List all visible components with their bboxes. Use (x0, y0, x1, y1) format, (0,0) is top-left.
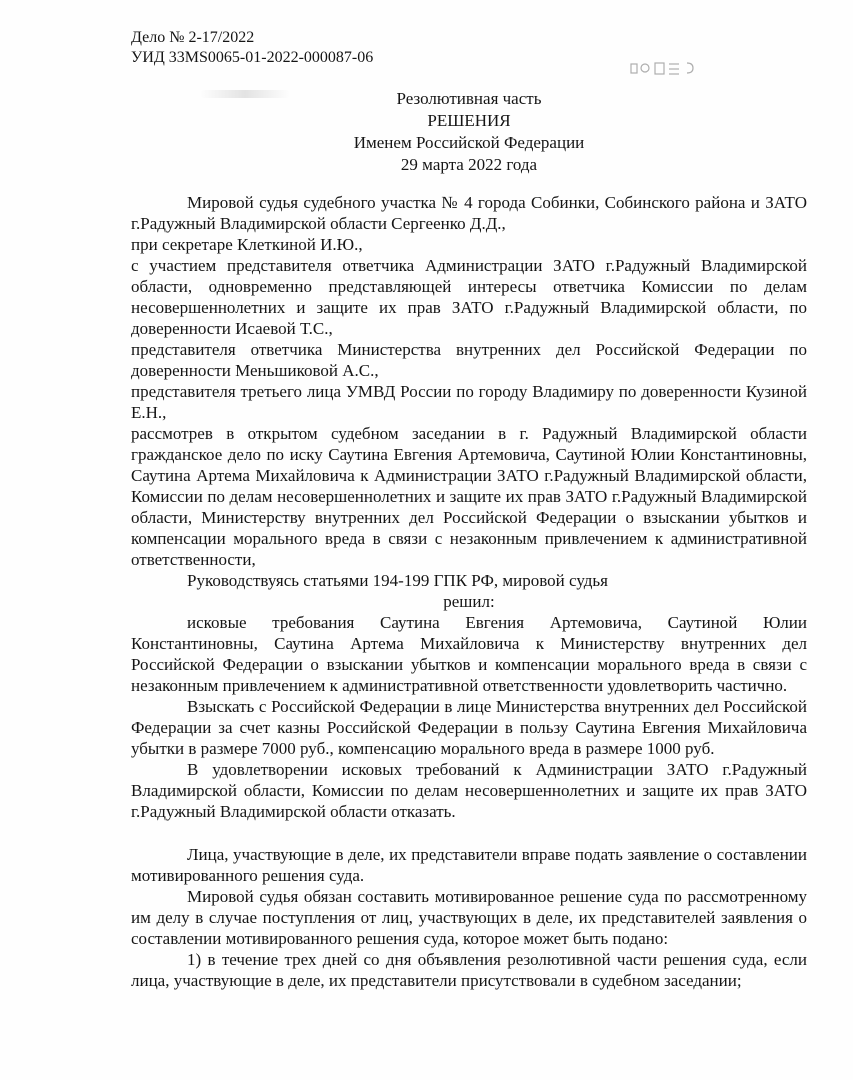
stamp-icon (629, 60, 699, 76)
paragraph-gap (131, 822, 807, 844)
header-title: РЕШЕНИЯ (427, 111, 511, 130)
header-date: 29 марта 2022 года (400, 155, 538, 174)
header-name: Именем Российской Федерации (353, 133, 585, 152)
paragraph-decided: решил: (443, 592, 495, 611)
paragraph-participant-admin: с участием представителя ответчика Администрации ЗАТО г.Радужный Владимирской области, одновременно представляющей интересы ответчика Комиссии по делам несовершеннолетних и защите их прав ЗАТО г.Радужный Владимирской области, по доверенности Исаевой Т.С., (131, 256, 807, 338)
case-uid: УИД 33MS0065-01-2022-000087-06 (131, 49, 374, 66)
paragraph-secretary: при секретаре Клеткиной И.Ю., (131, 235, 363, 254)
paragraph-claims: исковые требования Саутина Евгения Артемовича, Саутиной Юлии Константиновны, Саутина Артема Михайловича к Министерству внутренних дел Российской Федерации о взыскании убытков и компенсации морального вреда в связи с незаконным привлечением к административной ответственности удовлетворить частично. (131, 613, 807, 695)
paragraph-guided: Руководствуясь статьями 194-199 ГПК РФ, мировой судья (187, 571, 608, 590)
paragraph-participant-mvd: представителя ответчика Министерства внутренних дел Российской Федерации по доверенности Меньшиковой А.С., (131, 340, 807, 380)
header-part: Резолютивная часть (396, 89, 542, 108)
case-number: Дело № 2-17/2022 (131, 29, 255, 46)
paragraph-recover: Взыскать с Российской Федерации в лице Министерства внутренних дел Российской Федерации за счет казны Российской Федерации в пользу Саутина Евгения Михайловича убытки в размере 7000 руб., компенсацию морального вреда в размере 1000 руб. (131, 697, 807, 758)
stamp-mark (629, 60, 699, 80)
paragraph-refuse: В удовлетворении исковых требований к Администрации ЗАТО г.Радужный Владимирской области, Комиссии по делам несовершеннолетних и защите их прав ЗАТО г.Радужный Владимирской области отказать. (131, 760, 807, 821)
paragraph-case-description: рассмотрев в открытом судебном заседании в г. Радужный Владимирской области гражданское дело по иску Саутина Евгения Артемовича, Саутиной Юлии Константиновны, Саутина Артема Михайловича к Администрации ЗАТО г.Радужный Владимирской области, Комиссии по делам несовершеннолетних и защите их прав ЗАТО г.Радужный Владимирской области, Министерству внутренних дел Российской Федерации о взыскании убытков и компенсации морального вреда в связи с незаконным привлечением к административной ответственности, (131, 424, 807, 569)
paragraph-judge: Мировой судья судебного участка № 4 города Собинки, Собинского района и ЗАТО г.Радужный Владимирской области Сергеенко Д.Д., (131, 193, 807, 233)
paragraph-third-party: представителя третьего лица УМВД России по городу Владимиру по доверенности Кузиной Е.Н., (131, 382, 807, 422)
document-header (131, 88, 807, 176)
case-info (131, 28, 373, 68)
paragraph-obligation: Мировой судья обязан составить мотивированное решение суда по рассмотренному им делу в случае поступления от лиц, участвующих в деле, их представителей заявления о составлении мотивированного решения суда, которое может быть подано: (131, 887, 807, 948)
paragraph-term-1: 1) в течение трех дней со дня объявления резолютивной части решения суда, если лица, участвующие в деле, их представители присутствовали в судебном заседании; (131, 950, 807, 990)
document-body (131, 192, 807, 991)
paragraph-right-to-apply: Лица, участвующие в деле, их представители вправе подать заявление о составлении мотивированного решения суда. (131, 845, 807, 885)
